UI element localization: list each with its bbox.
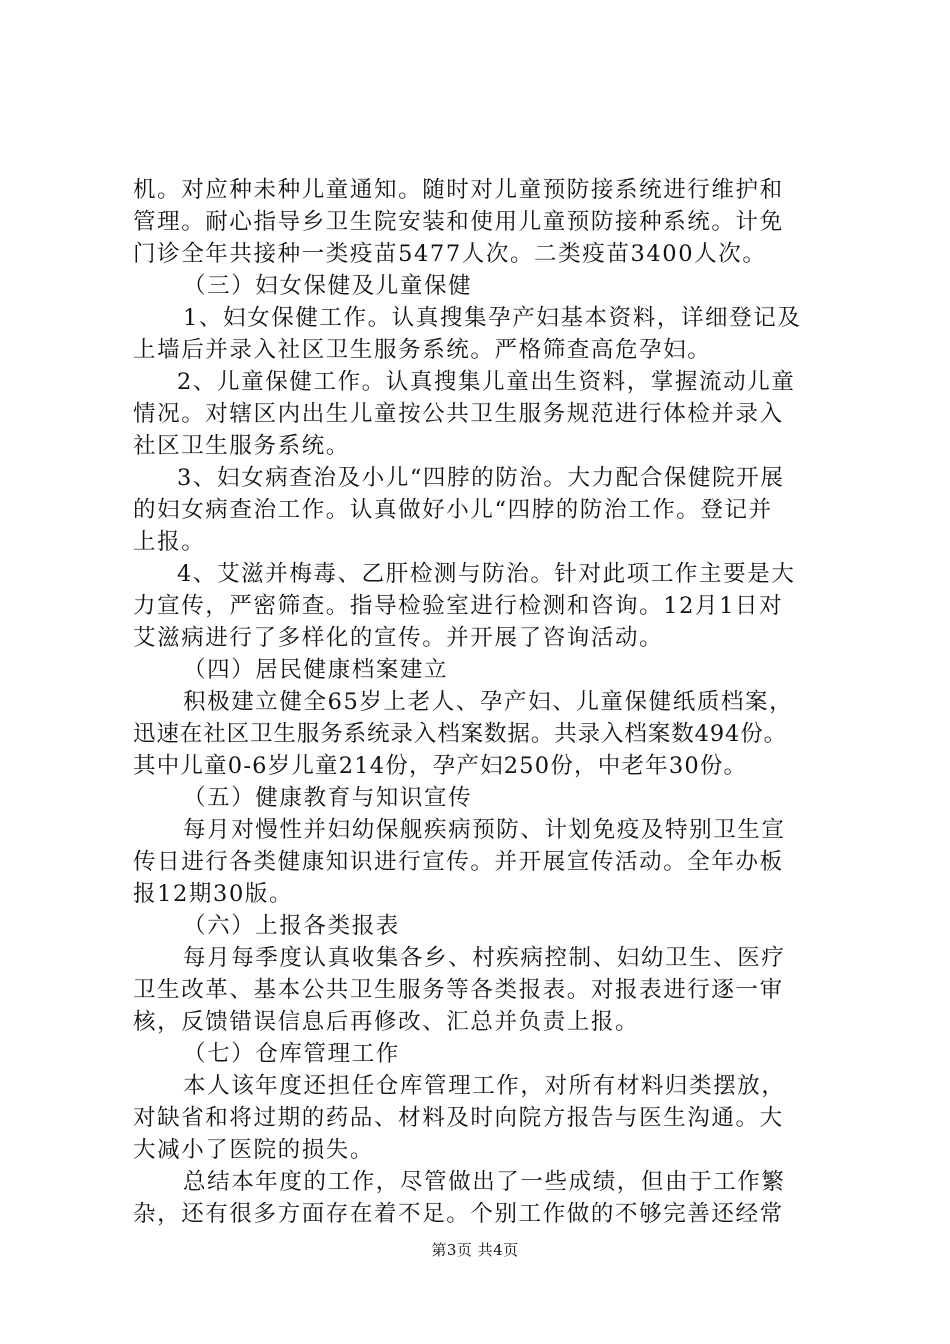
text-line: 迅速在社区卫生服务系统录入档案数据。共录入档案数494份。 [133,721,788,747]
text-line: 每月对慢性并妇幼保舰疾病预防、计划免疫及特别卫生宣 [183,817,786,843]
section-heading: （三）妇女保健及儿童保健 [183,273,473,299]
text-line: 上墙后并录入社区卫生服务系统。严格筛查高危孕妇。 [133,337,712,363]
text-line: 艾滋病进行了多样化的宣传。并开展了咨询活动。 [133,625,664,651]
section-heading: （六）上报各类报表 [183,913,400,939]
text-line: 积极建立健全65岁上老人、孕产妇、儿童保健纸质档案， [183,689,794,715]
text-line: 1、妇女保健工作。认真搜集孕产妇基本资料，详细登记及 [183,305,802,331]
section-heading: （七）仓库管理工作 [183,1041,400,1067]
text-line: 门诊全年共接种一类疫苗5477人次。二类疫苗3400人次。 [133,241,767,267]
text-line: 杂，还有很多方面存在着不足。个别工作做的不够完善还经常 [133,1201,784,1227]
text-line: 报12期30版。 [133,881,294,907]
text-line: 4、艾滋并梅毒、乙肝检测与防治。针对此项工作主要是大 [177,561,796,587]
text-line: 的妇女病查治工作。认真做好小儿“四脖的防治工作。登记并 [133,497,773,523]
page-footer: 第3页 共4页 [431,1241,519,1259]
text-line: 核，反馈错误信息后再修改、汇总并负责上报。 [133,1009,640,1035]
text-line: 管理。耐心指导乡卫生院安装和使用儿童预防接种系统。计免 [133,209,784,235]
text-line: 力宣传，严密筛查。指导检验室进行检测和咨询。12月1日对 [133,593,784,619]
text-line: 本人该年度还担任仓库管理工作，对所有材料归类摆放， [183,1073,786,1099]
text-line: 其中儿童0-6岁儿童214份，孕产妇250份，中老年30份。 [133,753,748,779]
text-line: 卫生改革、基本公共卫生服务等各类报表。对报表进行逐一审 [133,977,784,1003]
text-line: 对缺省和将过期的药品、材料及时向院方报告与医生沟通。大 [133,1105,784,1131]
text-line: 情况。对辖区内出生儿童按公共卫生服务规范进行体检并录入 [133,401,784,427]
text-line: 总结本年度的工作，尽管做出了一些成绩，但由于工作繁 [183,1169,786,1195]
section-heading: （四）居民健康档案建立 [183,657,449,683]
text-line: 2、儿童保健工作。认真搜集儿童出生资料，掌握流动儿童 [177,369,796,395]
text-line: 机。对应种未种儿童通知。随时对儿童预防接系统进行维护和 [133,177,784,203]
section-heading: （五）健康教育与知识宣传 [183,785,473,811]
text-line: 社区卫生服务系统。 [133,433,350,459]
text-line: 上报。 [133,529,206,555]
text-line: 每月每季度认真收集各乡、村疾病控制、妇幼卫生、医疗 [183,945,786,971]
text-line: 传日进行各类健康知识进行宣传。并开展宣传活动。全年办板 [133,849,784,875]
text-line: 3、妇女病查治及小儿“四脖的防治。大力配合保健院开展 [177,465,785,491]
text-line: 大减小了医院的损失。 [133,1137,375,1163]
